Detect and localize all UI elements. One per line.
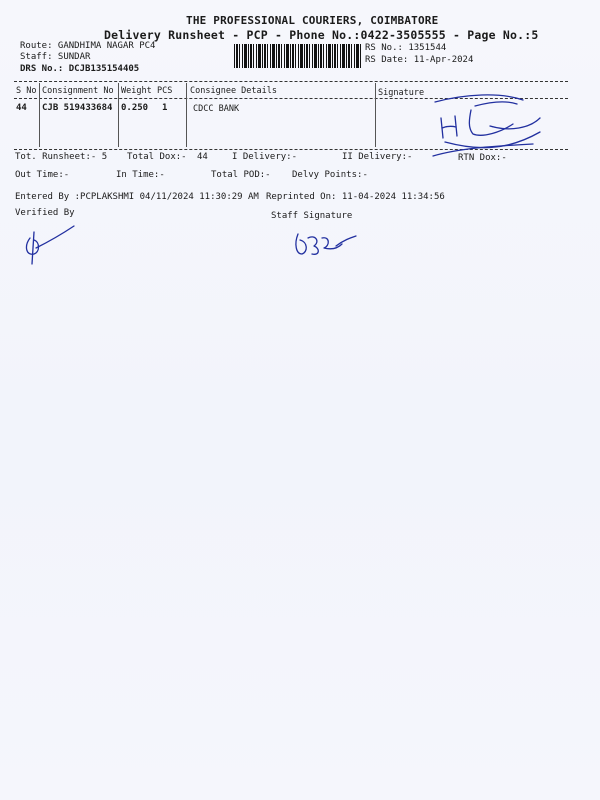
rs-number: RS No.: 1351544 bbox=[365, 43, 447, 53]
in-time: In Time:- bbox=[116, 170, 165, 180]
column-header-signature: Signature bbox=[378, 88, 425, 98]
cell-pcs: 1 bbox=[162, 103, 168, 113]
column-header-pcs: PCS bbox=[157, 86, 173, 96]
entered-by: Entered By :PCPLAKSHMI 04/11/2024 11:30:29 AM bbox=[15, 192, 259, 202]
column-divider bbox=[375, 83, 376, 147]
total-dox-value: 44 bbox=[197, 152, 208, 162]
cell-consignment: CJB 519433684 bbox=[42, 103, 113, 113]
column-divider bbox=[39, 83, 40, 147]
staff-signature-label: Staff Signature bbox=[271, 211, 353, 221]
staff-label: Staff: SUNDAR bbox=[20, 52, 91, 62]
column-header-consignee: Consignee Details bbox=[190, 86, 277, 96]
column-divider bbox=[186, 83, 187, 147]
barcode bbox=[234, 44, 362, 68]
column-header-sno: S No bbox=[16, 86, 37, 96]
route-label: Route: GANDHIMA NAGAR PC4 bbox=[20, 41, 156, 51]
out-time: Out Time:- bbox=[15, 170, 70, 180]
reprinted-on: Reprinted On: 11-04-2024 11:34:56 bbox=[266, 192, 445, 202]
tot-runsheet: Tot. Runsheet:- 5 bbox=[15, 152, 108, 162]
verified-by-label: Verified By bbox=[15, 208, 75, 218]
staff-signature bbox=[290, 224, 360, 264]
table-top-rule bbox=[14, 81, 568, 82]
rs-date: RS Date: 11-Apr-2024 bbox=[365, 55, 474, 65]
total-dox-label: Total Dox:- bbox=[127, 152, 187, 162]
cell-weight: 0.250 bbox=[121, 103, 149, 113]
column-divider bbox=[118, 83, 119, 147]
column-header-weight: Weight bbox=[121, 86, 152, 96]
cell-consignee: CDCC BANK bbox=[193, 104, 240, 114]
i-delivery: I Delivery:- bbox=[232, 152, 298, 162]
ii-delivery: II Delivery:- bbox=[342, 152, 413, 162]
drs-number: DRS No.: DCJB135154405 bbox=[20, 64, 140, 74]
column-header-consignment: Consignment No bbox=[42, 86, 114, 96]
company-name: THE PROFESSIONAL COURIERS, COIMBATORE bbox=[186, 14, 439, 27]
delvy-points: Delvy Points:- bbox=[292, 170, 368, 180]
cell-sno: 44 bbox=[16, 103, 27, 113]
rtn-dox: RTN Dox:- bbox=[458, 153, 507, 163]
verifier-signature bbox=[20, 224, 80, 268]
runsheet-subtitle: Delivery Runsheet - PCP - Phone No.:0422-3505555 - Page No.:5 bbox=[104, 28, 539, 42]
total-pod: Total POD:- bbox=[211, 170, 271, 180]
